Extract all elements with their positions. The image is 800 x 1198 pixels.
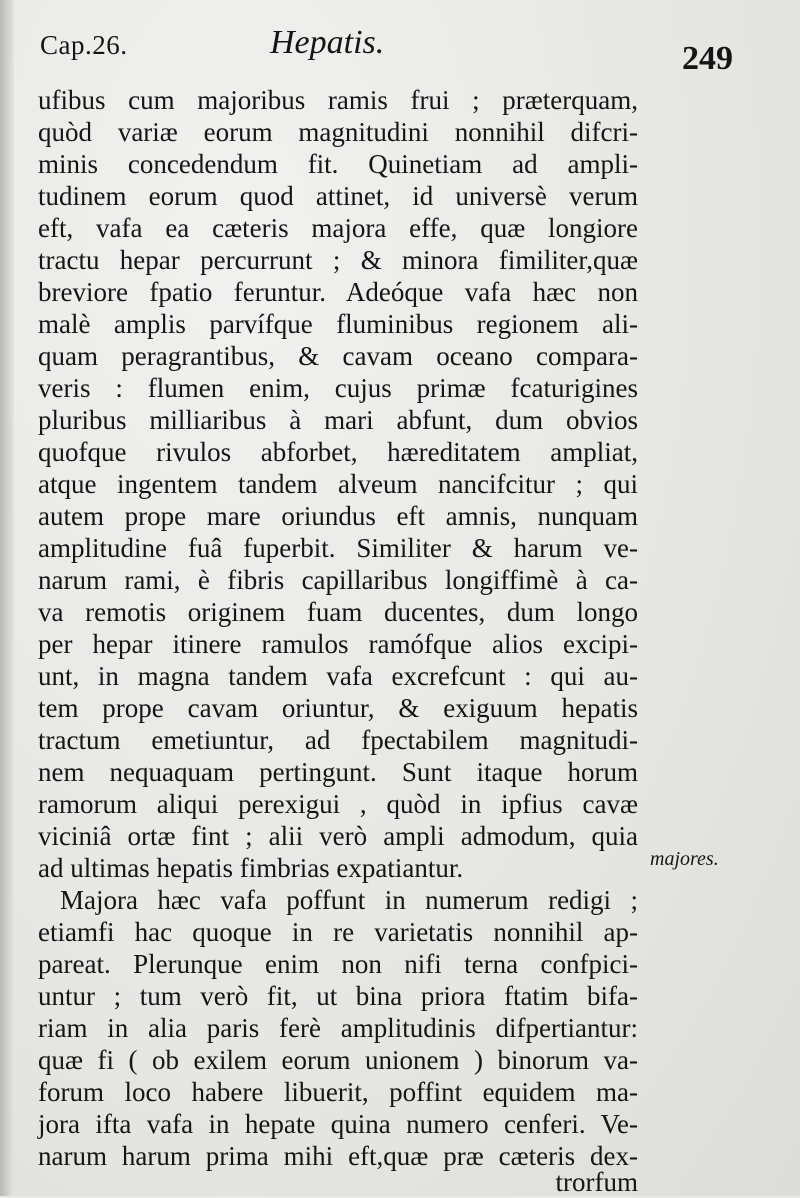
- text-line: Majora hæc vafa poffunt in numerum redigi ;: [60, 885, 638, 915]
- text-line: tractu hepar percurrunt ; & minora fimiliter,quæ: [38, 245, 638, 275]
- text-line: breviore fpatio feruntur. Adeóque vafa hæc non: [38, 277, 638, 307]
- text-line: tem prope cavam oriuntur, & exiguum hepatis: [38, 693, 638, 723]
- margin-note: majores.: [650, 848, 719, 870]
- text-line: quòd variæ eorum magnitudini nonnihil difcri-: [38, 117, 638, 147]
- page-number: 249: [682, 40, 733, 77]
- page-gutter: [0, 0, 14, 1196]
- text-line: atque ingentem tandem alveum nancifcitur ; qui: [38, 469, 638, 499]
- text-line: pareat. Plerunque enim non nifi terna confpici-: [38, 949, 638, 979]
- text-line: quam peragrantibus, & cavam oceano compara-: [38, 341, 638, 371]
- text-line: amplitudine fuâ fuperbit. Similiter & harum ve-: [38, 533, 638, 563]
- text-line: quæ fi ( ob exilem eorum unionem ) binorum va-: [38, 1045, 638, 1075]
- text-line: quofque rivulos abforbet, hæreditatem ampliat,: [38, 437, 638, 467]
- text-line: narum rami, è fibris capillaribus longiffimè à ca-: [38, 565, 638, 595]
- text-line: viciniâ ortæ fint ; alii verò ampli admodum, quia: [38, 821, 638, 851]
- text-line: narum harum prima mihi eft,quæ præ cæteris dex-: [38, 1141, 638, 1171]
- text-line: riam in alia paris ferè amplitudinis difpertiantur:: [38, 1013, 638, 1043]
- catchword: trorfum: [555, 1167, 638, 1197]
- text-line: forum loco habere libuerit, poffint equidem ma-: [38, 1077, 638, 1107]
- text-line: va remotis originem fuam ducentes, dum longo: [38, 597, 638, 627]
- text-line: veris : flumen enim, cujus primæ fcaturigines: [38, 373, 638, 403]
- text-line: pluribus milliaribus à mari abfunt, dum obvios: [38, 405, 638, 435]
- text-line: untur ; tum verò fit, ut bina priora ftatim bifa-: [38, 981, 638, 1011]
- text-line: malè amplis parvífque fluminibus regionem ali-: [38, 309, 638, 339]
- text-line: minis concedendum fit. Quinetiam ad ampli-: [38, 149, 638, 179]
- chapter-label: Cap.26.: [40, 30, 128, 60]
- text-line: eft, vafa ea cæteris majora effe, quæ longiore: [38, 213, 638, 243]
- text-line: ufibus cum majoribus ramis frui ; præterquam,: [38, 85, 638, 115]
- text-line: etiamfi hac quoque in re varietatis nonnihil ap-: [38, 917, 638, 947]
- text-line: nem nequaquam pertingunt. Sunt itaque horum: [38, 757, 638, 787]
- text-line: jora ifta vafa in hepate quina numero cenferi. Ve-: [38, 1109, 638, 1139]
- running-title: Hepatis.: [270, 24, 385, 61]
- text-line: tudinem eorum quod attinet, id universè verum: [38, 181, 638, 211]
- text-line: autem prope mare oriundus eft amnis, nunquam: [38, 501, 638, 531]
- text-line: ad ultimas hepatis fimbrias expatiantur.: [38, 853, 464, 883]
- text-line: ramorum aliqui perexigui , quòd in ipfius cavæ: [38, 789, 638, 819]
- text-line: tractum emetiuntur, ad fpectabilem magnitudi-: [38, 725, 638, 755]
- text-line: unt, in magna tandem vafa excrefcunt : qui au-: [38, 661, 638, 691]
- text-line: per hepar itinere ramulos ramófque alios excipi-: [38, 629, 638, 659]
